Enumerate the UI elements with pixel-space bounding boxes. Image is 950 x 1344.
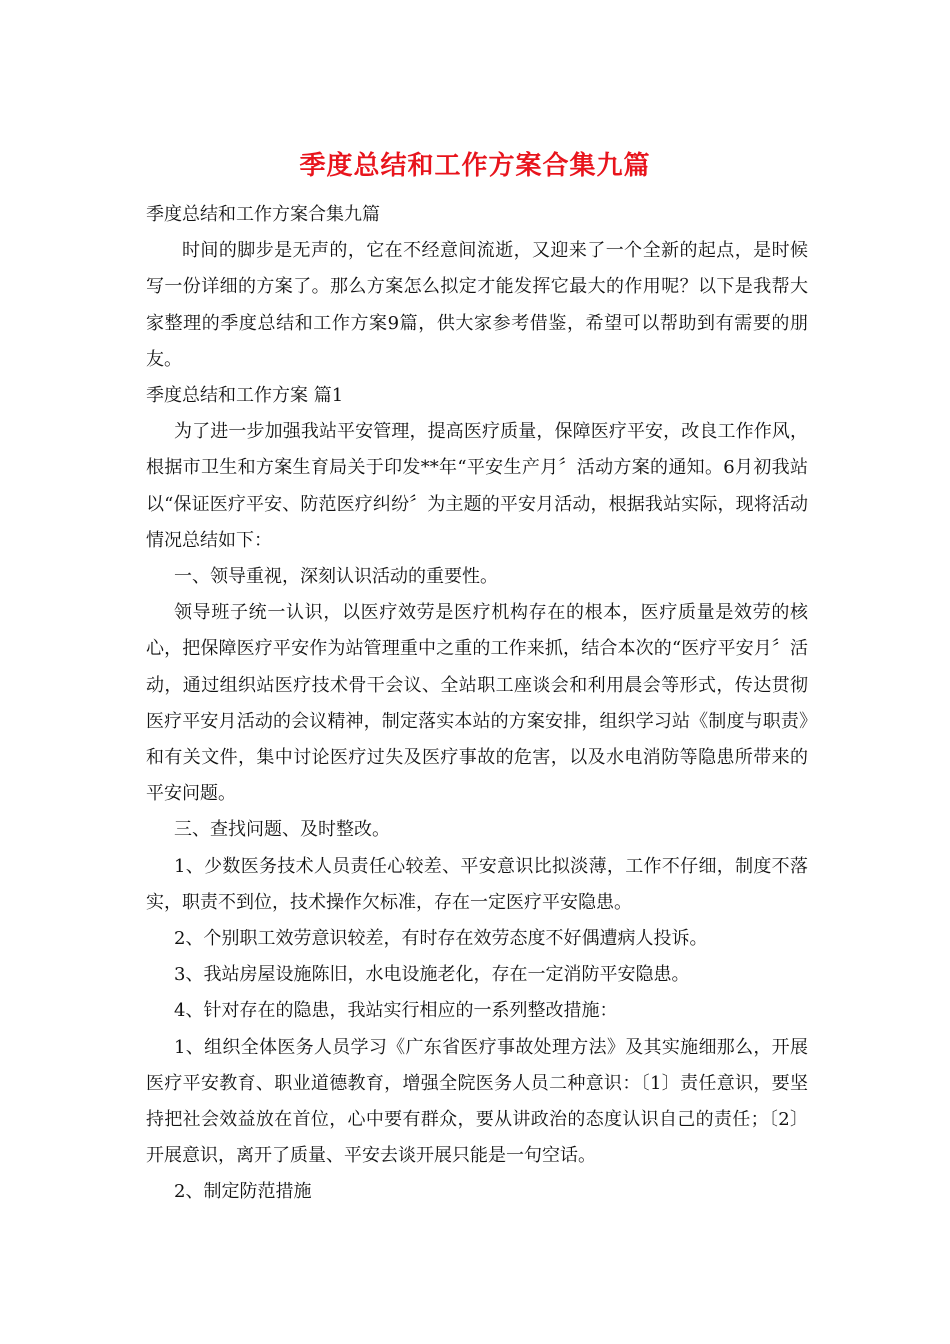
document-subtitle: 季度总结和工作方案合集九篇 (146, 204, 380, 225)
body-paragraph: 1、组织全体医务人员学习《广东省医疗事故处理方法》及其实施细那么，开展医疗平安教育、职业道德教育，增强全院医务人员二种意识：〔1〕责任意识，要坚持把社会效益放在首位，心中要有群众，要从讲政治的态度认识自己的责任；〔2〕开展意识，离开了质量、平安去谈开展只能是一句空话。 (146, 1036, 808, 1167)
intro-paragraph: 时间的脚步是无声的，它在不经意间流逝，又迎来了一个全新的起点，是时候写一份详细的方案了。那么方案怎么拟定才能发挥它最大的作用呢？以下是我帮大家整理的季度总结和工作方案9篇，供大家参考借鉴，希望可以帮助到有需要的朋友。 (146, 240, 808, 370)
body-paragraph: 4、针对存在的隐患，我站实行相应的一系列整改措施： (174, 1000, 618, 1022)
body-paragraph: 领导班子统一认识，以医疗效劳是医疗机构存在的根本，医疗质量是效劳的核心，把保障医疗平安作为站管理重中之重的工作来抓，结合本次的“医疗平安月〞活动，通过组织站医疗技术骨干会议、全站职工座谈会和利用晨会等形式，传达贯彻医疗平安月活动的会议精神，制定落实本站的方案安排，组织学习站《制度与职责》和有关文件，集中讨论医疗过失及医疗事故的危害，以及水电消防等隐患所带来的平安问题。 (146, 602, 808, 805)
body-paragraph: 一、领导重视，深刻认识活动的重要性。 (174, 566, 498, 588)
body-paragraph: 1、少数医务技术人员责任心较差、平安意识比拟淡薄，工作不仔细，制度不落实，职责不到位，技术操作欠标准，存在一定医疗平安隐患。 (146, 855, 808, 913)
body-paragraph: 2、个别职工效劳意识较差，有时存在效劳态度不好偶遭病人投诉。 (174, 928, 708, 950)
body-paragraph: 2、制定防范措施 (174, 1181, 312, 1203)
body-paragraph: 为了进一步加强我站平安管理，提高医疗质量，保障医疗平安，改良工作作风，根据市卫生和方案生育局关于印发**年“平安生产月〞活动方案的通知。6月初我站以“保证医疗平安、防范医疗纠纷〞为主题的平安月活动，根据我站实际，现将活动情况总结如下： (146, 421, 808, 551)
document-body (146, 197, 808, 1211)
document-title: 季度总结和工作方案合集九篇 (299, 151, 651, 181)
body-paragraph: 三、查找问题、及时整改。 (174, 819, 390, 841)
section-heading: 季度总结和工作方案 篇1 (146, 385, 344, 407)
body-paragraph: 3、我站房屋设施陈旧，水电设施老化，存在一定消防平安隐患。 (174, 964, 690, 986)
